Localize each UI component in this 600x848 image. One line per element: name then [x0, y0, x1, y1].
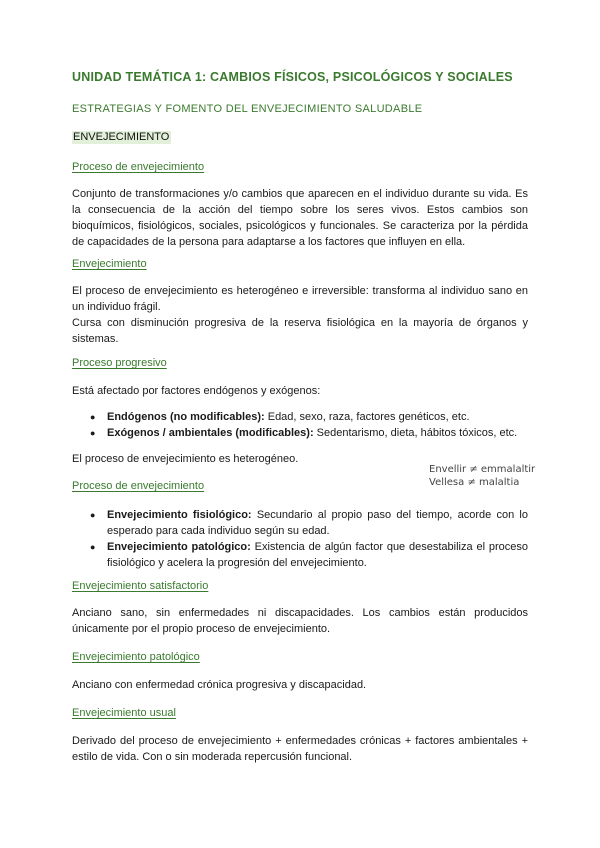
list-item: ● Envejecimiento patológico: Existencia de algún factor que desestabiliza el proceso fisiológico y acelera la progresión del envejecimiento. — [90, 541, 528, 569]
unit-title: UNIDAD TEMÁTICA 1: CAMBIOS FÍSICOS, PSICOLÓGICOS Y SOCIALES — [72, 70, 513, 84]
bullet-icon: ● — [90, 428, 96, 438]
list-item: ● Envejecimiento fisiológico: Secundario al propio paso del tiempo, acorde con lo esperado para cada individuo según su edad. — [90, 509, 528, 537]
handwritten-note — [429, 463, 535, 489]
bullet-icon: ● — [90, 510, 96, 520]
section-heading-patologico: Envejecimiento patológico — [72, 651, 200, 663]
chapter-heading: ENVEJECIMIENTO — [73, 131, 170, 143]
note-line-2: Vellesa ≠ malaltia — [429, 477, 520, 488]
section-text-envejecimiento-1: El proceso de envejecimiento es heterogéneo e irreversible: transforma al individuo sano en un individuo frágil. — [72, 285, 528, 313]
unit-subtitle: ESTRATEGIAS Y FOMENTO DEL ENVEJECIMIENTO SALUDABLE — [72, 103, 423, 115]
factors-list — [72, 409, 528, 441]
section-heading-proceso: Proceso de envejecimiento — [72, 161, 205, 173]
section-text-proceso: Conjunto de transformaciones y/o cambios que aparecen en el individuo durante su vida. Es la consecuencia de la acción del tiempo sobre los seres vivos. Estos cambios son bioquímicos, fisiológicos, sociales, psicológicos y funcionales. Se caracteriza por la pérdida de capacidades de la persona para adaptarse a los factores que influyen en ella. — [72, 188, 528, 248]
bullet-icon: ● — [90, 412, 96, 422]
list-item: ● Endógenos (no modificables): Edad, sexo, raza, factores genéticos, etc. — [90, 411, 470, 423]
note-line-1: Envellir ≠ emmalaltir — [429, 464, 536, 475]
section-heading-usual: Envejecimiento usual — [72, 707, 176, 719]
section-text-patologico: Anciano con enfermedad crónica progresiva y discapacidad. — [72, 679, 367, 691]
section-heading-satisfactorio: Envejecimiento satisfactorio — [72, 580, 209, 592]
section-outro-progresivo: El proceso de envejecimiento es heterogéneo. — [72, 453, 299, 465]
section-text-usual: Derivado del proceso de envejecimiento + enfermedades crónicas + factores ambientales + estilo de vida. Con o sin moderada repercusión funcional. — [72, 735, 528, 763]
aging-types-list — [72, 507, 528, 571]
section-heading-progresivo: Proceso progresivo — [72, 357, 167, 369]
section-text-satisfactorio: Anciano sano, sin enfermedades ni discapacidades. Los cambios están producidos únicamente por el propio proceso de envejecimiento. — [72, 607, 528, 635]
list-item: ● Exógenos / ambientales (modificables): Sedentarismo, dieta, hábitos tóxicos, etc. — [90, 427, 518, 439]
section-intro-progresivo: Está afectado por factores endógenos y exógenos: — [72, 385, 321, 397]
section-text-envejecimiento-2: Cursa con disminución progresiva de la reserva fisiológica en la mayoría de órganos y sistemas. — [72, 317, 528, 345]
bullet-icon: ● — [90, 542, 96, 552]
section-heading-envejecimiento: Envejecimiento — [72, 258, 147, 270]
section-heading-proceso-2: Proceso de envejecimiento — [72, 480, 205, 492]
